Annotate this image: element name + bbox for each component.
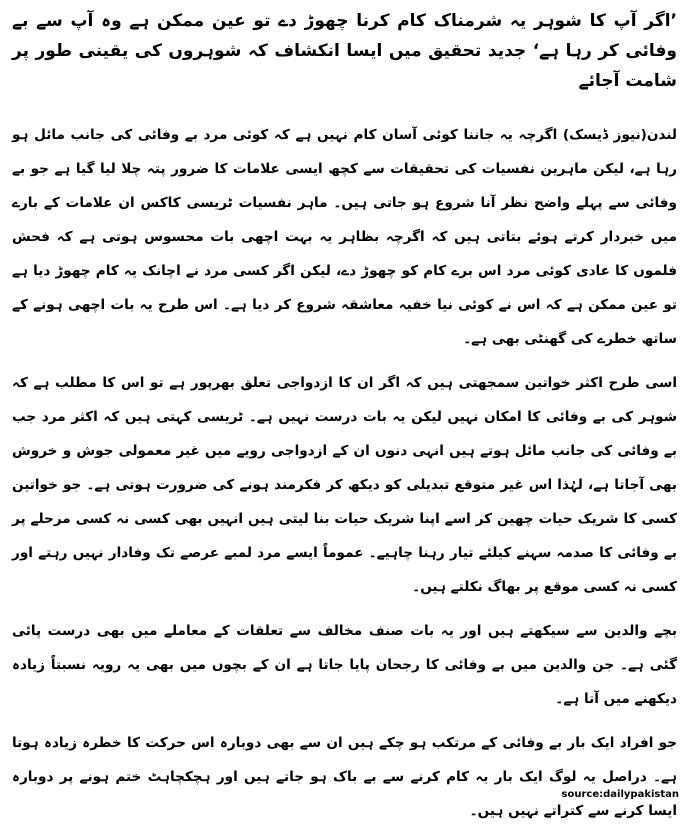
article-paragraph-4: جو افراد ایک بار بے وفائی کے مرتکب ہو چکے ہیں ان سے بھی دوبارہ اس حرکت کا خطرہ زیادہ ہوتا ہے۔ دراصل یہ لوگ ایک بار یہ کام کرنے سے بے باک ہو جاتے ہیں اور ہچکچاہٹ ختم ہونے پر دوبارہ ایسا کرنے سے کتراتے نہیں ہیں۔ (12, 735, 677, 819)
article-paragraph-1: لندن(نیوز ڈیسک) اگرچہ یہ جاننا کوئی آسان کام نہیں ہے کہ کوئی مرد بے وفائی کی جانب مائل ہو رہا ہے، لیکن ماہرین نفسیات کی تحقیقات سے کچھ ایسی علامات کا ضرور پتہ چلا لیا گیا ہے جو بے وفائی سے پہلے واضح نظر آنا شروع ہو جاتی ہیں۔ ماہر نفسیات ٹریسی کاکس ان علامات کے بارے میں خبردار کرتے ہوئے بتاتی ہیں کہ اگرچہ بظاہر یہ بہت اچھی بات محسوس ہوتی ہے کہ فحش فلموں کا عادی کوئی مرد اس برے کام کو چھوڑ دے، لیکن اگر کسی مرد نے اچانک یہ کام چھوڑ دیا ہے تو عین ممکن ہے کہ اس نے کوئی نیا خفیہ معاشقہ شروع کر دیا ہے۔ اس طرح یہ بات اچھی ہونے کے ساتھ خطرے کی گھنٹی بھی ہے۔ (12, 127, 677, 347)
source-credit: source:dailypakistan (561, 789, 679, 800)
article-paragraph-2: اسی طرح اکثر خواتین سمجھتی ہیں کہ اگر ان کا ازدواجی تعلق بھرپور ہے تو اس کا مطلب ہے کہ شوہر کی بے وفائی کا امکان نہیں لیکن یہ بات درست نہیں ہے۔ ٹریسی کہتی ہیں کہ اکثر مرد جب بے وفائی کی جانب مائل ہوتے ہیں انہی دنوں ان کے ازدواجی رویے میں غیر معمولی جوش و خروش بھی آجاتا ہے، لہٰذا اس غیر متوقع تبدیلی کو دیکھ کر فکرمند ہونے کی ضرورت ہوتی ہے۔ جو خواتین کسی کا شریک حیات چھین کر اسے اپنا شریک حیات بنا لیتی ہیں انہیں بھی کسی نہ کسی مرحلے پر بے وفائی کا صدمہ سہنے کیلئے تیار رہنا چاہیے۔ عموماً ایسے مرد لمبے عرصے تک وفادار نہیں رہتے اور کسی نہ کسی موقع پر بھاگ نکلتے ہیں۔ (12, 375, 677, 595)
article-paragraph-3: بچے والدین سے سیکھتے ہیں اور یہ بات صنف مخالف سے تعلقات کے معاملے میں بھی درست پائی گئی ہے۔ جن والدین میں بے وفائی کا رجحان پایا جاتا ہے ان کے بچوں میں بھی یہ رویہ نسبتاً زیادہ دیکھنے میں آتا ہے۔ (12, 623, 677, 707)
article-headline: ’اگر آپ کا شوہر یہ شرمناک کام کرنا چھوڑ دے تو عین ممکن ہے وہ آپ سے بے وفائی کر رہا ہے‘ جدید تحقیق میں ایسا انکشاف کہ شوہروں کی یقینی طور پر شامت آجائے (12, 11, 677, 91)
